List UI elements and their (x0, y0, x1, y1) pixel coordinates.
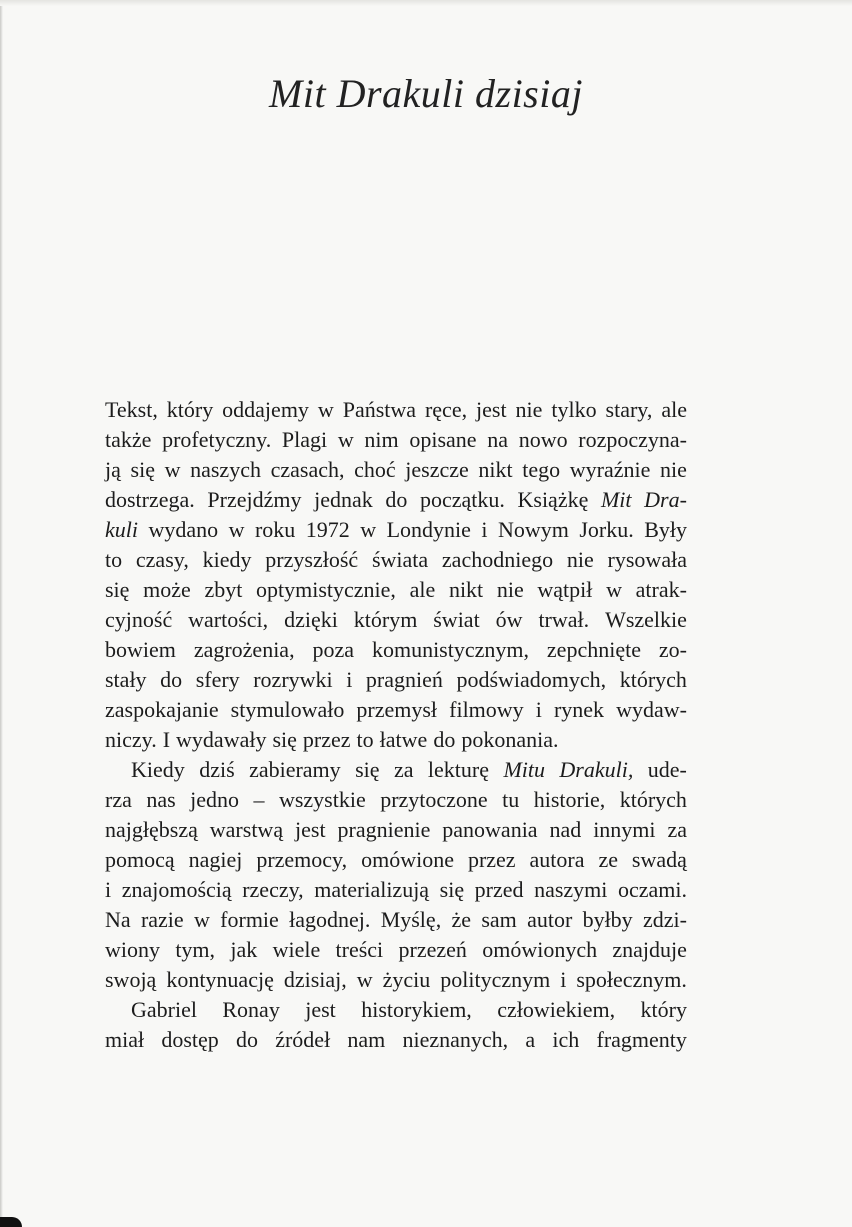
word: tym, (175, 937, 216, 962)
word: warstwą (209, 817, 284, 842)
word: innymi (593, 817, 656, 842)
word: najgłębszą (105, 817, 198, 842)
word: nie (496, 577, 524, 602)
word: omówionych (482, 937, 598, 962)
word: to (356, 727, 374, 752)
word: że (451, 907, 472, 932)
scan-shadow (0, 0, 852, 6)
word: się (105, 577, 130, 602)
word: łagodnej. (289, 907, 371, 932)
word: społecznym. (576, 967, 687, 992)
word: jeszcze (405, 457, 469, 482)
word: do (236, 1027, 258, 1052)
word: a (525, 1027, 536, 1052)
word: czasy, (135, 547, 189, 572)
word: i (481, 517, 488, 542)
text-line (105, 875, 687, 905)
word: materializują (314, 877, 430, 902)
word: tu (502, 787, 520, 812)
word: znajduje (612, 937, 687, 962)
word: także (105, 427, 152, 452)
text-line (105, 815, 687, 845)
word: pragnień (365, 667, 443, 692)
word: w (317, 397, 334, 422)
word: dziś (199, 757, 235, 782)
word: nikt (448, 577, 484, 602)
text-line (105, 965, 687, 995)
word: rozpoczyna- (578, 427, 687, 452)
word: świat (433, 607, 480, 632)
word: dzisiaj, (283, 967, 347, 992)
word: nagiej (188, 847, 243, 872)
word: sam (481, 907, 517, 932)
word: Londynie (386, 517, 471, 542)
text-line (105, 725, 687, 755)
word: łatwe (379, 727, 428, 752)
word: I (162, 727, 171, 752)
word: i (105, 877, 112, 902)
word: stymulowało (230, 697, 345, 722)
word: zepchnięte (546, 637, 641, 662)
word: ją (105, 457, 121, 482)
word: do (433, 727, 456, 752)
text-line (105, 695, 687, 725)
word: świata (371, 547, 429, 572)
text-line (105, 665, 687, 695)
word: Mit (600, 487, 632, 512)
word: przyszłość (265, 547, 359, 572)
word: których (619, 667, 687, 692)
word: za (667, 817, 687, 842)
word: do (160, 667, 183, 692)
word: Państwa (342, 397, 417, 422)
word: zaspokajanie (105, 697, 219, 722)
word: pomocą (105, 847, 175, 872)
word: treści (335, 937, 384, 962)
text-line (105, 845, 687, 875)
word: autor (527, 907, 573, 932)
word: dzięki (284, 607, 338, 632)
text-line (105, 905, 687, 935)
word: razie (140, 907, 184, 932)
word: przemysł (356, 697, 438, 722)
word: źródeł (275, 1027, 331, 1052)
word: roku (254, 517, 296, 542)
word: Drakuli, (559, 757, 634, 782)
word: wyraźnie (569, 457, 651, 482)
word: przez (467, 847, 516, 872)
word: nas (146, 787, 176, 812)
word: przytoczone (380, 787, 488, 812)
word: nie (566, 547, 594, 572)
word: Wszelkie (605, 607, 687, 632)
text-line (105, 455, 687, 485)
word: Kiedy (131, 757, 185, 782)
word: jest (305, 997, 336, 1022)
word: ich (552, 1027, 580, 1052)
scan-edge (0, 0, 3, 1227)
word: wydano (148, 517, 219, 542)
word: rzeczy, (242, 877, 304, 902)
word: przez (302, 727, 351, 752)
word: i (535, 697, 542, 722)
word: ze (598, 847, 618, 872)
word: miał (105, 1027, 145, 1052)
word: do (385, 487, 408, 512)
word: i (560, 967, 567, 992)
word: tego (522, 457, 561, 482)
word: wiony (105, 937, 160, 962)
word: Były (644, 517, 687, 542)
word: czasach, (270, 457, 345, 482)
word: poza (312, 637, 355, 662)
word: fragmenty (596, 1027, 687, 1052)
word: profetyczny. (162, 427, 272, 452)
text-line (105, 395, 687, 425)
word: formie (220, 907, 279, 932)
text-line (105, 995, 687, 1025)
word: jedno (190, 787, 240, 812)
word: Gabriel (131, 997, 197, 1022)
word: ude- (647, 757, 687, 782)
word: przemocy, (256, 847, 348, 872)
word: w (228, 517, 245, 542)
word: pragnienie (337, 817, 431, 842)
word: który (166, 397, 214, 422)
word: politycznym (440, 967, 551, 992)
word: ów (495, 607, 523, 632)
body-text (105, 395, 687, 1055)
word: tylko (551, 397, 597, 422)
word: dostęp (161, 1027, 219, 1052)
word: jak (230, 937, 258, 962)
word: kiedy (202, 547, 252, 572)
word: których (619, 787, 687, 812)
word: wydawały (176, 727, 267, 752)
word: nie (515, 397, 543, 422)
word: Mitu (503, 757, 545, 782)
text-line (105, 425, 687, 455)
word: lekturę (427, 757, 490, 782)
word: w (337, 427, 354, 452)
word: bowiem (105, 637, 176, 662)
word: trwał. (538, 607, 590, 632)
word: nieznanych, (402, 1027, 509, 1052)
word: w (606, 577, 622, 602)
word: życiu (382, 967, 431, 992)
word: nie (660, 457, 687, 482)
word: jest (476, 397, 507, 422)
word: swadą (631, 847, 687, 872)
word: rozrywki (253, 667, 333, 692)
word: się (355, 757, 380, 782)
word: to (105, 547, 123, 572)
word: oczami. (617, 877, 687, 902)
word: wątpił (537, 577, 593, 602)
word: człowiekiem, (497, 997, 616, 1022)
word: wiele (272, 937, 321, 962)
word: swoją (105, 967, 157, 992)
word: ale (409, 577, 436, 602)
word: wydaw- (616, 697, 687, 722)
word: autora (529, 847, 585, 872)
word: Ronay (222, 997, 280, 1022)
word: na (487, 427, 508, 452)
word: Dra- (644, 487, 687, 512)
word: zachodniego (441, 547, 554, 572)
word: zo- (658, 637, 687, 662)
word: omówione (361, 847, 454, 872)
word: Plagi (281, 427, 328, 452)
word: rynek (553, 697, 605, 722)
word: kuli (105, 517, 138, 542)
word: cyjność (105, 607, 173, 632)
word: choć (354, 457, 396, 482)
word: kontynuację (166, 967, 274, 992)
word: opisane (409, 427, 477, 452)
text-line (105, 785, 687, 815)
text-line (105, 485, 687, 515)
word: podświadomych, (456, 667, 607, 692)
word: który (640, 997, 687, 1022)
word: ręce, (424, 397, 468, 422)
word: historykiem, (361, 997, 472, 1022)
word: naszych (190, 457, 261, 482)
word: w (360, 517, 377, 542)
word: dostrzega. (105, 487, 195, 512)
word: nad (549, 817, 582, 842)
word: sfery (195, 667, 240, 692)
word: w (193, 907, 210, 932)
word: Na (105, 907, 131, 932)
word: jednak (314, 487, 373, 512)
word: jest (295, 817, 326, 842)
word: zdzi- (642, 907, 687, 932)
text-line (105, 515, 687, 545)
word: stały (105, 667, 147, 692)
word: i (346, 667, 353, 692)
word: się (130, 457, 155, 482)
word: panowania (442, 817, 538, 842)
chapter-title: Mit Drakuli dzisiaj (269, 71, 583, 116)
word: optymistycznie, (256, 577, 396, 602)
text-line (105, 755, 687, 785)
word: atrak- (635, 577, 687, 602)
word: w (356, 967, 373, 992)
word: filmowy (449, 697, 524, 722)
word: początku. (419, 487, 505, 512)
word: komunistycznym, (371, 637, 529, 662)
word: zabieramy (249, 757, 341, 782)
word: nim (364, 427, 399, 452)
word: stary, (605, 397, 653, 422)
word: znajomością (121, 877, 232, 902)
word: oddajemy (222, 397, 309, 422)
word: się (439, 877, 465, 902)
word: wartości, (188, 607, 269, 632)
word: może (143, 577, 191, 602)
word: Książkę (517, 487, 589, 512)
word: historie, (533, 787, 606, 812)
word: Przejdźmy (207, 487, 302, 512)
word: nam (347, 1027, 386, 1052)
text-line (105, 575, 687, 605)
word: nikt (478, 457, 513, 482)
text-line (105, 635, 687, 665)
word: Tekst, (105, 397, 158, 422)
word: Jorku. (579, 517, 634, 542)
word: za (393, 757, 414, 782)
word: się (272, 727, 297, 752)
word: pokonania. (461, 727, 559, 752)
word: przed (474, 877, 524, 902)
word: Nowym (497, 517, 569, 542)
word: przezeń (398, 937, 467, 962)
word: wszystkie (278, 787, 366, 812)
word: naszymi (534, 877, 608, 902)
word: niczy. (105, 727, 157, 752)
word: zagrożenia, (193, 637, 295, 662)
text-line (105, 545, 687, 575)
word: – (253, 787, 265, 812)
word: w (164, 457, 181, 482)
text-line (105, 605, 687, 635)
text-line (105, 935, 687, 965)
word: nowo (518, 427, 568, 452)
text-line (105, 1025, 687, 1055)
word: rza (105, 787, 132, 812)
scan-corner-mark (0, 1217, 22, 1227)
word: rysowała (607, 547, 687, 572)
word: zbyt (204, 577, 243, 602)
word: 1972 (305, 517, 350, 542)
word: byłby (582, 907, 633, 932)
word: Myślę, (380, 907, 442, 932)
word: ale (661, 397, 687, 422)
word: którym (353, 607, 418, 632)
